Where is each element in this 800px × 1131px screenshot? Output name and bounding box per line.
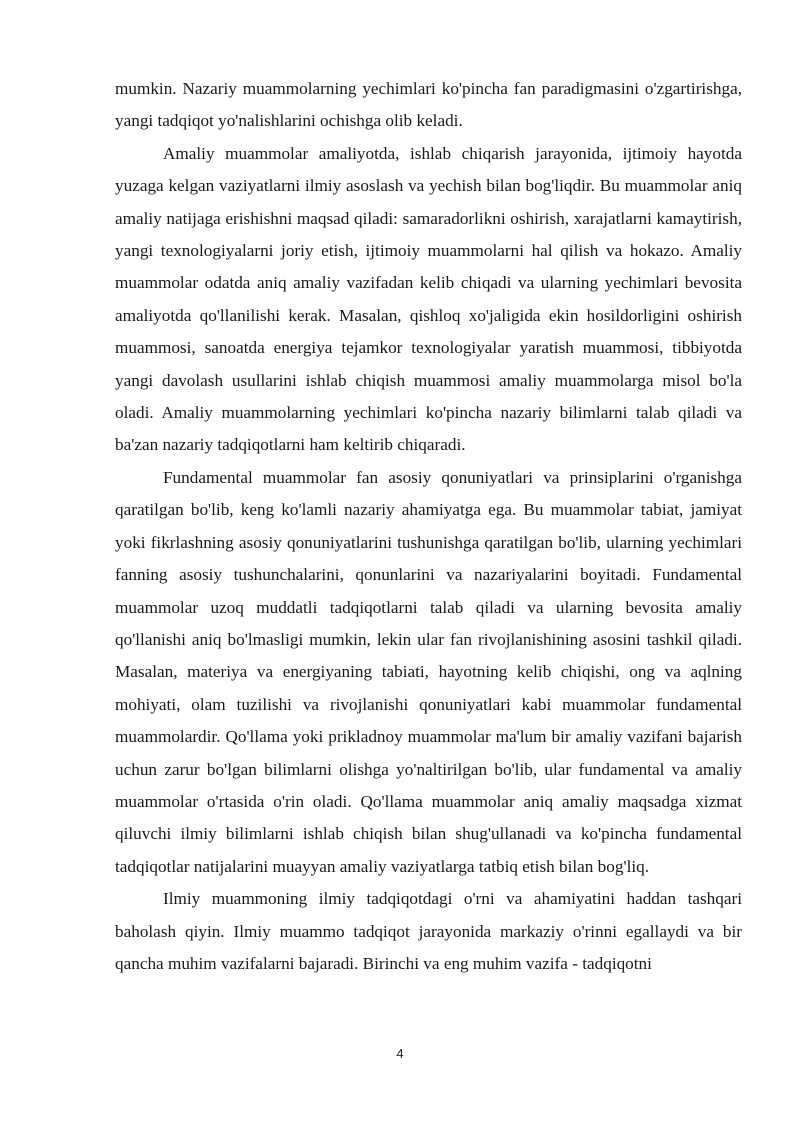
paragraph-2: Amaliy muammolar amaliyotda, ishlab chiqarish jarayonida, ijtimoiy hayotda yuzaga kelgan vaziyatlarni ilmiy asoslash va yechish bilan bog'liqdir. Bu muammolar aniq amaliy natijaga erishishni maqsad qiladi: samaradorlikni oshirish, xarajatlarni kamaytirish, yangi texnologiyalarni joriy etish, ijtimoiy muammolarni hal qilish va hokazo. Amaliy muammolar odatda aniq amaliy vazifadan kelib chiqadi va ularning yechimlari bevosita amaliyotda qo'llanilishi kerak. Masalan, qishloq xo'jaligida ekin hosildorligini oshirish muammosi, sanoatda energiya tejamkor texnologiyalar yaratish muammosi, tibbiyotda yangi davolash usullarini ishlab chiqish muammosi amaliy muammolarga misol bo'la oladi. Amaliy muammolarning yechimlari ko'pincha nazariy bilimlarni talab qiladi va ba'zan nazariy tadqiqotlarni ham keltirib chiqaradi. <box>115 143 742 455</box>
paragraph-1: mumkin. Nazariy muammolarning yechimlari ko'pincha fan paradigmasini o'zgartirishga, yangi tadqiqot yo'nalishlarini ochishga olib keladi. <box>115 79 742 131</box>
page-number: 4 <box>396 1046 404 1061</box>
paragraph-3: Fundamental muammolar fan asosiy qonuniyatlari va prinsiplarini o'rganishga qaratilgan bo'lib, keng ko'lamli nazariy ahamiyatga ega. Bu muammolar tabiat, jamiyat yoki fikrlashning asosiy qonuniyatlarini tushunishga qaratilgan bo'lib, ularning yechimlari fanning asosiy tushunchalarini, qonunlarini va nazariyalarini boyitadi. Fundamental muammolar uzoq muddatli tadqiqotlarni talab qiladi va ularning bevosita amaliy qo'llanishi aniq bo'lmasligi mumkin, lekin ular fan rivojlanishining asosini tashkil qiladi. Masalan, materiya va energiyaning tabiati, hayotning kelib chiqishi, ong va aqlning mohiyati, olam tuzilishi va rivojlanishi qonuniyatlari kabi muammolar fundamental muammolardir. Qo'llama yoki prikladnoy muammolar ma'lum bir amaliy vazifani bajarish uchun zarur bo'lgan bilimlarni olishga yo'naltirilgan bo'lib, ular fundamental va amaliy muammolar o'rtasida o'rin oladi. Qo'llama muammolar aniq amaliy maqsadga xizmat qiluvchi ilmiy bilimlarni ishlab chiqish bilan shug'ullanadi va ko'pincha fundamental tadqiqotlar natijalarini muayyan amaliy vaziyatlarga tatbiq etish bilan bog'liq. <box>115 467 742 876</box>
paragraph-4: Ilmiy muammoning ilmiy tadqiqotdagi o'rni va ahamiyatini haddan tashqari baholash qiyin. Ilmiy muammo tadqiqot jarayonida markaziy o'rinni egallaydi va bir qancha muhim vazifalarni bajaradi. Birinchi va eng muhim vazifa - tadqiqotni <box>115 889 742 973</box>
document-page <box>115 73 742 980</box>
